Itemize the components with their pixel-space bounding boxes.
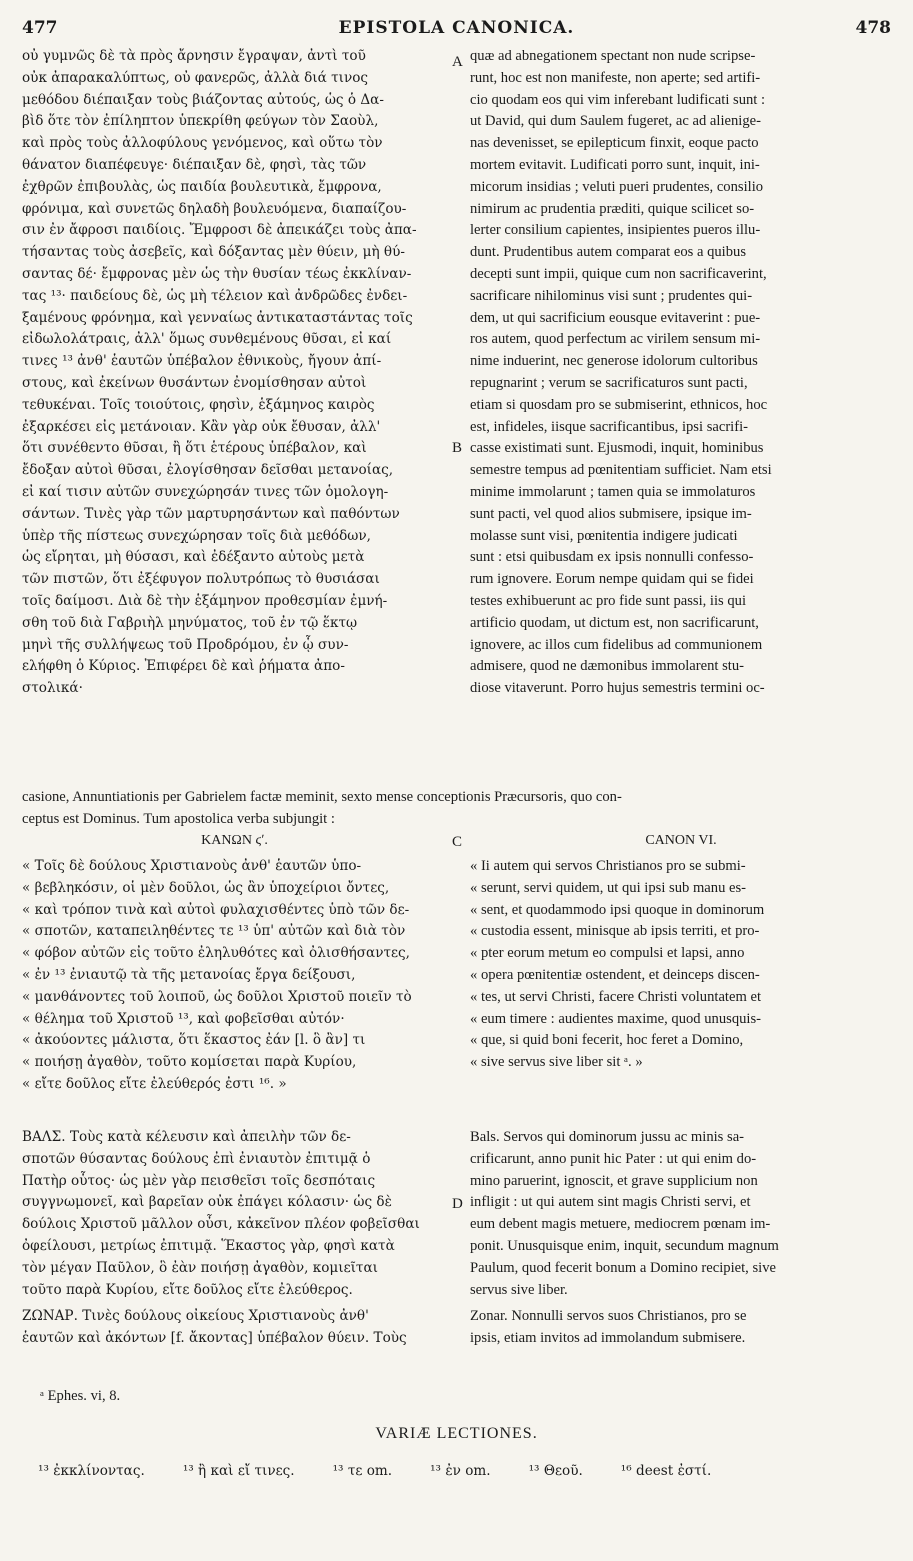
balsamon-greek [22,1127,447,1301]
text-line: eum debent magis metuere, mediocrem pœnam im- [470,1216,771,1233]
text-line: βὶδ ὅτε τὸν ἐπίληπτον ὑπεκρίθη φεύγων τὸν Σαοὺλ, [22,113,379,130]
text-line: diose vitaverunt. Porro hujus semestris termini oc- [470,680,765,697]
text-line: servus sive liber. [470,1281,568,1298]
text-line: casse existimati sunt. Ejusmodi, inquit, hominibus [470,440,764,457]
text-line: cio quodam eos qui vim inferebant ludificati sunt : [470,91,766,108]
text-line: « σποτῶν, καταπειληθέντες τε ¹³ ὑπ' αὐτῶν καὶ διὰ τὸν [22,923,406,940]
text-line: « Ii autem qui servos Christianos pro se submi- [470,858,746,874]
text-line: ὅτι συνέθεντο θῦσαι, ἢ ὅτι ἑτέρους ὑπέβαλον, καὶ [22,440,367,457]
variant-reading: ¹³ Θεοῦ. [528,1463,583,1479]
page-number-right: 478 [855,18,891,38]
text-line: Zonar. Nonnulli servos suos Christianos, pro se [470,1308,747,1324]
zonaras-greek [22,1306,447,1350]
text-line: ἐχθρῶν ἐπιβουλὰς, ὡς παιδία βουλευτικὰ, ἔμφρονα, [22,178,382,195]
text-line: minime immolarunt ; tamen quia se immolaturos [470,483,756,500]
text-line: mino paruerint, ignoscit, et grave supplicium non [470,1172,758,1189]
text-line: casione, Annuntiationis per Gabrielem factæ meminit, sexto mense conceptionis Præcursoris, quo con- [22,789,622,805]
text-line: « sive servus sive liber sit ᵃ. » [470,1054,643,1071]
text-line: ὑπὲρ τῆς πίστεως συνεχώρησαν τοῖς διὰ μεθόδων, [22,527,371,544]
text-line: nimirum ac prudentia præditi, quique scilicet so- [470,200,755,217]
text-line: sunt : etsi quibusdam ex ipsis nonnulli confesso- [470,549,754,566]
text-line: artificio quodam, ut dictum est, non sacrificarunt, [470,614,759,631]
text-line: quæ ad abnegationem spectant non nude scripse- [470,48,756,64]
variant-reading: ¹³ ἐν om. [430,1463,491,1479]
greek-commentary-column [22,46,447,700]
variant-reading: ¹³ τε om. [332,1463,393,1479]
text-line: τοῖς δαίμοσι. Διὰ δὲ τὴν ἑξάμηνον προθεσμίαν ἐμνή- [22,592,388,609]
text-line: lerter consilium capientes, insipientes pueros illu- [470,222,761,239]
footnote: ᵃ Ephes. vi, 8. [40,1388,121,1404]
column-marker-a: A [452,54,463,70]
variae-lectiones-title: VARIÆ LECTIONES. [375,1425,538,1442]
text-line: decepti sunt impii, quique cum non sacrificaverint, [470,265,767,282]
text-line: μεθόδου διέπαιξαν τοὺς βιάζοντας αὐτούς, ὡς ὁ Δα- [22,91,384,108]
text-line: « Τοῖς δὲ δούλους Χριστιανοὺς ἀνθ' ἑαυτῶν ὑπο- [22,858,362,874]
text-line: ΒΑΛΣ. Τοὺς κατὰ κέλευσιν καὶ ἀπειλὴν τῶν δε- [22,1129,351,1145]
text-line: runt, hoc est non manifeste, non aperte; sed artifi- [470,69,761,86]
canon-latin-text [470,856,892,1074]
text-line: μηνὶ τῆς συλλήψεως τοῦ Προδρόμου, ἐν ᾧ συν- [22,636,349,653]
text-line: ignovere, ac illos cum fidelibus ad communionem [470,636,763,653]
text-line: σάντων. Τινὲς γὰρ τῶν μαρτυρησάντων καὶ παθόντων [22,505,400,522]
text-line: infligit : ut qui autem sint magis Christi servi, et [470,1194,751,1211]
latin-commentary-column [470,46,892,700]
text-line: ut David, qui dum Saulem fugeret, ac ad alienige- [470,113,761,130]
text-line: nas devenisset, se epilepticum finxit, eoque pacto [470,135,759,152]
text-line: τεθυκέναι. Τοῖς τοιούτοις, φησὶν, ἑξάμηνος καιρὸς [22,396,375,413]
page-header [22,18,891,42]
canon-greek-title: ΚΑΝΩΝ ϛʹ. [201,833,268,848]
text-line: ΖΩΝΑΡ. Τινὲς δούλους οἰκείους Χριστιανοὺς ἀνθ' [22,1308,369,1324]
text-line: « μανθάνοντες τοῦ λοιποῦ, ὡς δοῦλοι Χριστοῦ ποιεῖν τὸ [22,988,412,1005]
text-line: ἐξαρκέσει εἰς μετάνοιαν. Κἂν γὰρ οὐκ ἔθυσαν, ἀλλ' [22,418,381,435]
text-line: καὶ πρὸς τοὺς ἀλλοφύλους γενόμενος, καὶ οὕτω τὸν [22,135,383,152]
text-line: δούλοις Χριστοῦ μᾶλλον οὖσι, κἀκεῖνον πλέον φοβεῖσθαι [22,1216,420,1233]
text-line: testes exhibuerunt ac pro fide sunt passi, iis qui [470,592,747,609]
zonaras-latin [470,1306,892,1350]
text-line: Paulum, quod fecerit bonum a Domino recipiet, sive [470,1259,776,1276]
column-marker-d: D [452,1196,463,1212]
text-line: « θέλημα τοῦ Χριστοῦ ¹³, καὶ φοβεῖσθαι αὐτόν· [22,1010,345,1027]
text-line: ἔδοξαν αὐτοὶ θῦσαι, ἐλογίσθησαν δεῖσθαι μετανοίας, [22,462,394,479]
text-line: σαντας δέ· ἔμφρονας μὲν ὡς τὴν θυσίαν τέως ἐκκλίναν- [22,265,412,282]
text-line: τας ¹³· παιδείους δὲ, ὡς μὴ τέλειον καὶ ἀνδρῶδες ἐνδει- [22,287,408,304]
text-line: sacrificare nihilominus visi sunt ; prudentes qui- [470,287,753,304]
running-title: EPISTOLA CANONICA. [338,18,575,38]
text-line: « εἴτε δοῦλος εἴτε ἐλεύθερός ἐστι ¹⁶. » [22,1075,287,1092]
text-line: ceptus est Dominus. Tum apostolica verba subjungit : [22,810,335,827]
text-line: ελήφθη ὁ Κύριος. Ἐπιφέρει δὲ καὶ ῥήματα ἀπο- [22,658,345,675]
text-line: « custodia essent, minisque ab ipsis territi, et pro- [470,923,760,940]
text-line: etiam si quosdam pro se submiserint, ethnicos, hoc [470,396,768,413]
text-line: τινες ¹³ ἀνθ' ἑαυτῶν ὑπέβαλον ἐθνικοὺς, ἤγουν ἀπί- [22,353,382,370]
text-line: ὀφείλουσι, μετρίως ἐπιτιμᾷ. Ἕκαστος γὰρ, φησὶ κατὰ [22,1237,395,1254]
text-line: « φόβον αὐτῶν εἰς τοῦτο ἐληλυθότες καὶ ὀλισθήσαντες, [22,945,410,962]
column-marker-c: C [452,834,463,850]
text-line: τῶν πιστῶν, ὅτι ἐξέφυγον πολυτρόπως τὸ θυσιάσαι [22,571,380,588]
text-line: « tes, ut servi Christi, facere Christi voluntatem et [470,988,761,1005]
text-line: « καὶ τρόπον τινὰ καὶ αὐτοὶ φυλαχισθέντες ὑπὸ τῶν δε- [22,901,410,918]
text-line: « ποιήσῃ ἀγαθὸν, τοῦτο κομίσεται παρὰ Κυρίου, [22,1054,357,1071]
text-line: « serunt, servi quidem, ut qui ipsi sub manu es- [470,879,747,896]
text-line: συγγνωμονεῖ, καὶ βαρεῖαν οὐκ ἐπάγει κόλασιν· ὡς δὲ [22,1194,392,1211]
text-line: ἑαυτῶν καὶ ἀκόντων [f. ἄκοντας] ὑπέβαλον θύειν. Τοὺς [22,1329,407,1346]
text-line: τὸν μέγαν Παῦλον, ὃ ἐὰν ποιήσῃ ἀγαθὸν, κομιεῖται [22,1259,378,1276]
text-line: σιν ἐν ἄφροσι παιδίοις. Ἔμφροσι δὲ ἀπεικάζει τοὺς ἀπα- [22,222,417,239]
canon-latin-title: CANON VI. [645,833,717,848]
text-line: οὐ γυμνῶς δὲ τὰ πρὸς ἄρνησιν ἔγραψαν, ἀντὶ τοῦ [22,48,366,64]
text-line: ξαμένους φρόνημα, καὶ γενναίως ἀντικαταστάντας τοῖς [22,309,413,326]
text-line: mortem evitavit. Ludificati porro sunt, inquit, ini- [470,156,760,173]
text-line: ὡς εἴρηται, μὴ θύσασι, καὶ ἐδέξαντο αὐτοὺς μετὰ [22,549,365,566]
text-line: τήσαντας τοὺς ἀσεβεῖς, καὶ δόξαντας μὲν θύειν, μὴ θύ- [22,244,405,261]
text-line: admisere, quod ne dæmonibus immolarent stu- [470,658,744,675]
text-line: dunt. Prudentibus autem comparat eos a quibus [470,244,747,261]
text-line: σθη τοῦ διὰ Γαβριὴλ μηνύματος, τοῦ ἐν τῷ ἕκτῳ [22,614,358,631]
variae-lectiones-list [38,1463,891,1479]
text-line: molasse sunt visi, pœnitentia indigere judicati [470,527,738,544]
variant-reading: ¹⁶ deest ἐστί. [620,1463,712,1479]
variant-reading: ¹³ ἢ καὶ εἴ τινες. [182,1463,295,1479]
text-line: sunt pacti, vel quod alios submisere, ipsique im- [470,505,752,522]
text-line: crificarunt, anno punit hic Pater : ut qui enim do- [470,1150,757,1167]
text-line: Πατὴρ οὗτος· ὡς μὲν γὰρ πεισθεῖσι τοῖς δεσπόταις [22,1172,376,1189]
column-marker-b: B [452,440,463,456]
variant-reading: ¹³ ἐκκλίνοντας. [38,1463,145,1479]
text-line: εἰδωλολάτραις, ἀλλ' ὅμως συνθεμένους θῦσαι, εἰ καί [22,331,392,348]
text-line: « ἐν ¹³ ἐνιαυτῷ τὰ τῆς μετανοίας ἔργα δείξουσι, [22,966,356,983]
text-line: semestre tempus ad pœnitentiam sufficiet. Nam etsi [470,462,772,479]
text-line: Bals. Servos qui dominorum jussu ac minis sa- [470,1129,745,1145]
text-line: ponit. Unusquisque enim, inquit, secundum magnum [470,1237,779,1254]
text-line: θάνατον διαπέφευγε· διέπαιξαν δὲ, φησὶ, τὰς τῶν [22,156,367,173]
text-line: dem, ut qui sacrificium eousque evitaverint : pue- [470,309,761,326]
text-line: nime induerint, nec generose idolorum cultoribus [470,353,758,370]
page-number-left: 477 [22,18,58,38]
text-line: « ἀκούοντες μάλιστα, ὅτι ἕκαστος ἐάν [l. ὃ ἂν] τι [22,1032,366,1049]
text-line: « que, si quid boni fecerit, hoc feret a Domino, [470,1032,744,1049]
text-line: σποτῶν θύσαντας δούλους ἐπὶ ἐνιαυτὸν ἐπιτιμᾷ ὁ [22,1150,371,1167]
canon-greek-text [22,856,447,1096]
text-line: ros autem, quod perfectum ac virilem sensum mi- [470,331,761,348]
text-line: « eum timere : audientes maxime, quod unusquis- [470,1010,762,1027]
text-line: « βεβληκόσιν, οἱ μὲν δοῦλοι, ὡς ἂν ὑποχείριοι ὄντες, [22,879,390,896]
text-line: τοῦτο παρὰ Κυρίου, εἴτε δοῦλος εἴτε ἐλεύθερος. [22,1281,353,1298]
full-width-latin-text [22,787,892,831]
text-line: « opera pœnitentiæ ostendent, et deinceps discen- [470,966,760,983]
text-line: « sent, et quodammodo ipsi quoque in dominorum [470,901,765,918]
text-line: rum ignovere. Eorum nempe quidam qui se fidei [470,571,754,588]
text-line: στολικά· [22,680,83,697]
balsamon-latin [470,1127,892,1301]
text-line: φρόνιμα, καὶ συνετῶς δηλαδὴ βουλευόμενα, διαπαίζου- [22,200,407,217]
text-line: micorum insidias ; veluti pueri prudentes, consilio [470,178,764,195]
text-line: ipsis, etiam invitos ad immolandum submisere. [470,1329,746,1346]
text-line: est, infideles, iisque sacrificantibus, ipsi sacrifi- [470,418,749,435]
text-line: στους, καὶ ἐκείνων θυσάντων ἐνομίσθησαν αὐτοὶ [22,374,367,391]
text-line: repugnarint ; verum se sacrificaturos sunt pacti, [470,374,748,391]
text-line: οὐκ ἀπαρακαλύπτως, οὐ φανερῶς, ἀλλὰ διά τινος [22,69,369,86]
text-line: « pter eorum metum eo compulsi et lapsi, anno [470,945,745,962]
text-line: εἰ καί τισιν αὐτῶν συνεχώρησάν τινες τῶν ὁμολογη- [22,483,389,500]
